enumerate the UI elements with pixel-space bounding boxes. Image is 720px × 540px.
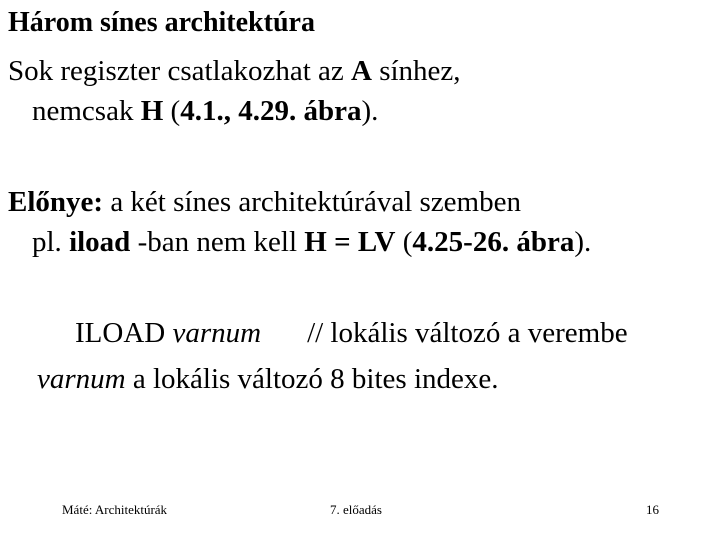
instruction-mnemonic: ILOAD <box>75 317 173 349</box>
text-run: pl. <box>32 226 70 258</box>
text-run: -ban nem kell <box>130 226 305 258</box>
text-run: ( <box>395 226 413 258</box>
text-run: a két sínes architektúrával szemben <box>103 186 521 218</box>
paragraph-2-line-2 <box>32 225 591 259</box>
code-line <box>75 316 628 350</box>
slide-title: Három sínes architektúra <box>8 7 315 38</box>
register-h-label: H <box>140 95 164 127</box>
paragraph-1-line-1 <box>8 54 461 88</box>
iload-keyword: iload <box>69 226 131 258</box>
advantage-label: Előnye: <box>8 186 104 218</box>
paragraph-2-line-1 <box>8 185 521 219</box>
bus-a-label: A <box>351 55 372 87</box>
text-run: ). <box>574 226 592 258</box>
text-run: sínhez, <box>371 55 461 87</box>
code-comment: // lokális változó a verembe <box>307 317 628 349</box>
text-run: Sok regiszter csatlakozhat az <box>8 55 352 87</box>
text-run: ). <box>361 95 379 127</box>
text-run: nemcsak <box>32 95 141 127</box>
operand-note <box>37 362 499 396</box>
figure-reference: 4.1., 4.29. ábra <box>180 95 362 127</box>
instruction-operand: varnum <box>172 317 262 349</box>
h-equals-lv: H = LV <box>304 226 396 258</box>
footer-lecture: 7. előadás <box>330 502 382 517</box>
operand-name: varnum <box>37 363 126 395</box>
text-run: ( <box>163 95 181 127</box>
footer-course: Máté: Architektúrák <box>62 502 168 517</box>
text-run: a lokális változó 8 bites indexe. <box>125 363 499 395</box>
paragraph-1-line-2 <box>32 94 378 128</box>
figure-reference: 4.25-26. ábra <box>412 226 575 258</box>
footer-page-number: 16 <box>646 502 659 517</box>
